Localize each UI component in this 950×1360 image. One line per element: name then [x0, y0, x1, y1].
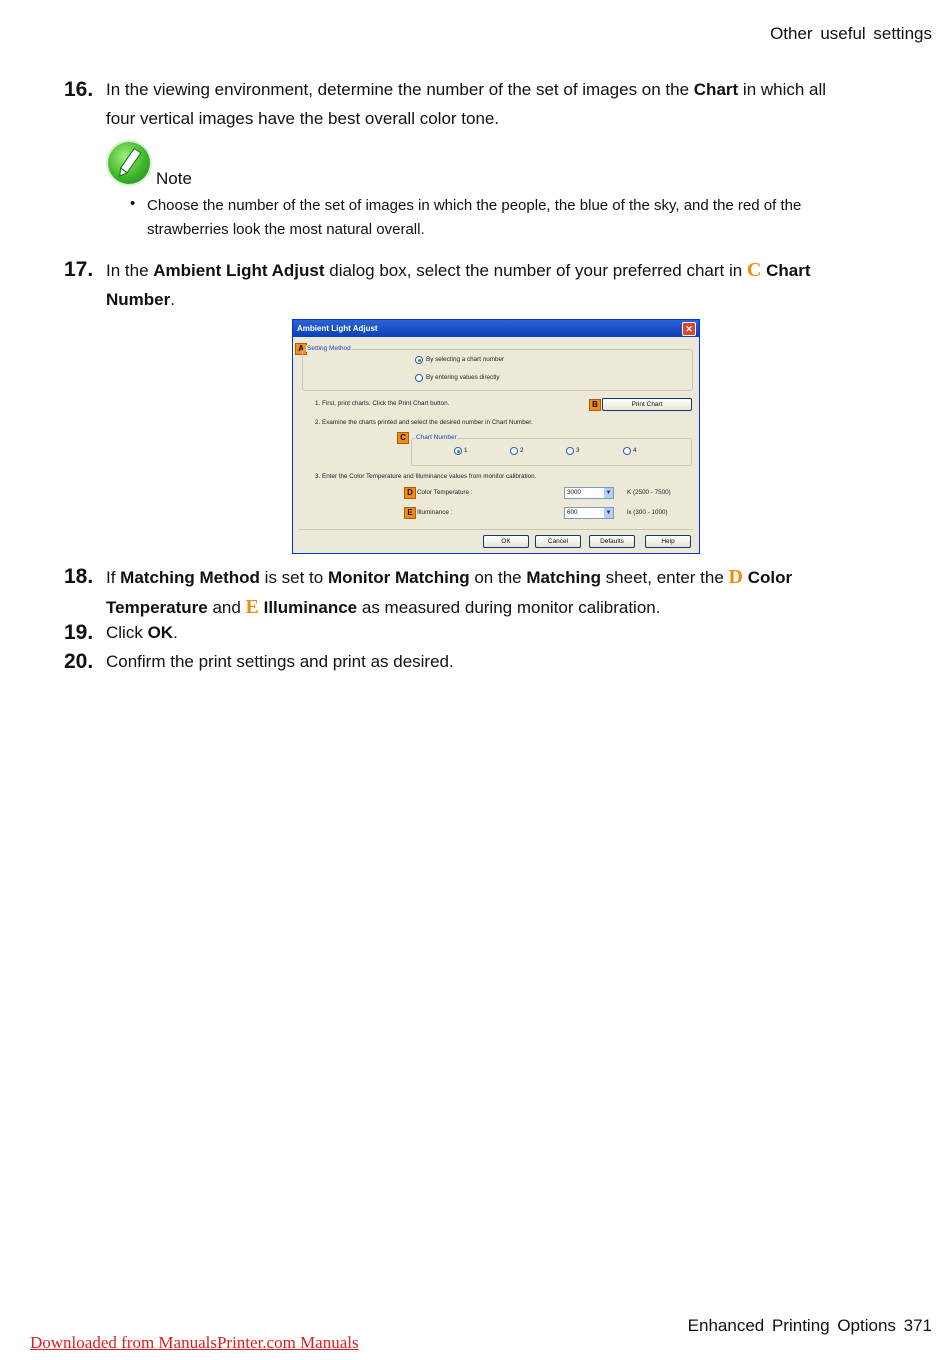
- step-line: In the Ambient Light Adjust dialog box, select the number of your preferred chart in C Chart: [106, 259, 811, 281]
- instruction-3: 3. Enter the Color Temperature and Illuminance values from monitor calibration.: [315, 473, 537, 480]
- radio-chart-number[interactable]: [415, 356, 423, 364]
- chevron-down-icon[interactable]: ▼: [605, 510, 612, 516]
- bold-term: Color: [747, 568, 793, 587]
- radio-enter-values-label: By entering values directly: [426, 374, 500, 381]
- download-source-link[interactable]: Downloaded from ManualsPrinter.com Manuals: [30, 1333, 359, 1352]
- bold-term: Illuminance: [263, 597, 358, 617]
- step-text: [106, 648, 906, 677]
- radio-chart-number-label: By selecting a chart number: [426, 356, 505, 363]
- bold-term: Temperature: [106, 597, 208, 617]
- instruction-1: 1. First, print charts. Click the Print Chart button.: [315, 400, 450, 407]
- step-line: Confirm the print settings and print as desired.: [106, 652, 454, 671]
- step-text: [106, 563, 906, 622]
- step-text: [106, 619, 906, 648]
- bold-term: Number: [106, 289, 171, 309]
- step-text: [106, 256, 906, 314]
- footer-page-info: Enhanced Printing Options 371: [687, 1316, 932, 1335]
- cancel-button[interactable]: Cancel: [535, 535, 581, 548]
- callout-tag-c: C: [397, 432, 409, 444]
- illuminance-value: 600: [567, 509, 578, 516]
- color-temperature-combo[interactable]: [564, 487, 614, 499]
- color-temperature-value: 3000: [567, 489, 582, 496]
- bold-term: Matching: [526, 568, 601, 587]
- note-text: Choose the number of the set of images in which the people, the blue of the sky, and the red of the strawberries look the most natural overall.: [147, 197, 802, 238]
- step-line: four vertical images have the best overall color tone.: [106, 108, 500, 128]
- callout-tag-b: B: [589, 399, 601, 411]
- color-temperature-range: K (2500 - 7500): [627, 489, 671, 496]
- chevron-down-icon[interactable]: ▼: [605, 490, 612, 496]
- bold-term: Matching Method: [120, 568, 260, 587]
- chart-option-label: 2: [520, 447, 524, 454]
- defaults-button[interactable]: Defaults: [589, 535, 635, 548]
- help-button[interactable]: Help: [645, 535, 691, 548]
- step-number: 19.: [64, 621, 94, 644]
- note-label: Note: [156, 169, 192, 188]
- callout-letter: C: [746, 259, 762, 281]
- dialog-separator: [299, 529, 693, 530]
- bullet-marker: •: [130, 195, 136, 212]
- chart-option-3[interactable]: [566, 447, 574, 455]
- step-line: Temperature and E Illuminance as measured during monitor calibration.: [106, 595, 661, 618]
- ambient-light-adjust-dialog: [292, 319, 700, 554]
- instruction-2: 2. Examine the charts printed and select the desired number in Chart Number.: [315, 419, 533, 426]
- callout-tag-a: A: [295, 343, 307, 355]
- close-icon[interactable]: ✕: [682, 322, 696, 336]
- ok-button[interactable]: OK: [483, 535, 529, 548]
- illuminance-label: Illuminance :: [417, 509, 453, 516]
- callout-letter: E: [245, 595, 259, 618]
- chart-option-1[interactable]: [454, 447, 462, 455]
- step-line: If Matching Method is set to Monitor Matching on the Matching sheet, enter the D Color: [106, 566, 793, 588]
- bold-term: Chart: [693, 80, 739, 99]
- chart-option-2[interactable]: [510, 447, 518, 455]
- radio-enter-values[interactable]: [415, 374, 423, 382]
- step-number: 20.: [64, 650, 94, 673]
- note-pencil-icon: [108, 142, 150, 184]
- callout-tag-d: D: [404, 487, 416, 499]
- chart-option-4[interactable]: [623, 447, 631, 455]
- chart-option-label: 3: [576, 447, 580, 454]
- illuminance-combo[interactable]: [564, 507, 614, 519]
- dialog-title-bar: [293, 320, 699, 337]
- bold-term: Monitor Matching: [327, 568, 470, 587]
- step-number: 17.: [64, 258, 94, 281]
- print-chart-button[interactable]: Print Chart: [602, 398, 692, 411]
- bold-term: Ambient Light Adjust: [153, 261, 325, 280]
- callout-tag-e: E: [404, 507, 416, 519]
- setting-method-label: Setting Method: [307, 345, 351, 352]
- step-line: Number.: [106, 289, 175, 309]
- color-temperature-label: Color Temperature :: [417, 489, 473, 496]
- section-header: Other useful settings: [770, 24, 932, 43]
- step-line: Click OK.: [106, 623, 178, 642]
- illuminance-range: lx (300 - 1000): [627, 509, 668, 516]
- chart-option-label: 1: [464, 447, 468, 454]
- chart-number-label: Chart Number: [416, 434, 457, 441]
- step-number: 18.: [64, 565, 94, 588]
- step-text: [106, 76, 906, 133]
- bold-term: Chart: [766, 261, 811, 280]
- callout-letter: D: [728, 566, 743, 588]
- step-number: 16.: [64, 78, 94, 101]
- step-line: In the viewing environment, determine the number of the set of images on the Chart in which all: [106, 80, 827, 99]
- bold-term: OK: [147, 623, 174, 642]
- chart-option-label: 4: [633, 447, 637, 454]
- dialog-title: Ambient Light Adjust: [297, 324, 378, 333]
